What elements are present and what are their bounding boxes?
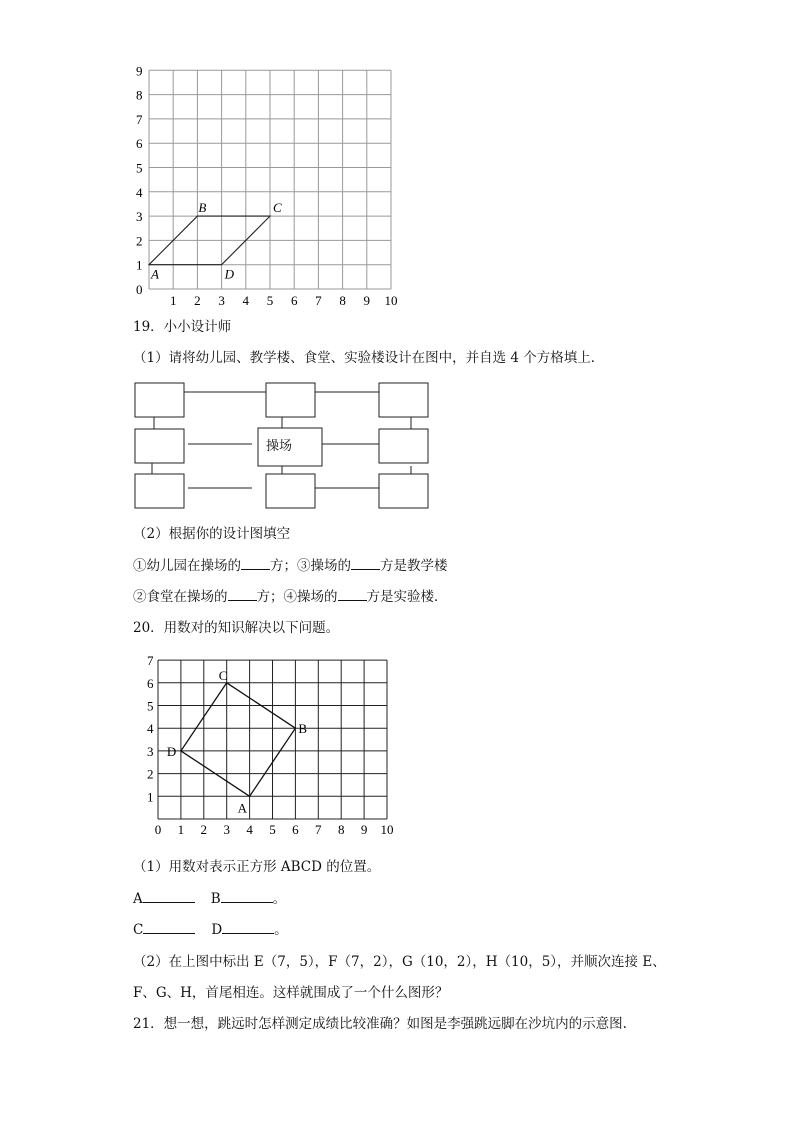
y-tick-label: 2 [136,233,143,249]
y-tick-label: 5 [147,698,154,714]
y-tick-label: 7 [147,653,154,669]
playground-label: 操场 [266,439,293,454]
q19-fill-line2: ②食堂在操场的 方；④操场的 方是实验楼． [133,589,448,605]
y-tick-label: 3 [147,743,154,759]
q20-answer-row2: C D 。 [133,922,288,938]
answer-blank-d[interactable] [222,920,274,934]
point-label-a: A [151,266,159,282]
answer-blank-c[interactable] [143,920,195,934]
x-tick-label: 8 [339,293,346,308]
x-tick-label: 2 [200,822,208,837]
x-tick-label: 1 [169,293,177,308]
x-tick-label: 1 [177,822,185,837]
graph2-coordinate-grid [140,652,410,837]
x-tick-label: 9 [363,293,371,308]
point-label-d: D [224,266,234,282]
design-box-top-middle[interactable] [266,383,315,417]
x-tick-label: 9 [360,822,368,837]
answer-blank-a[interactable] [143,889,195,903]
x-tick-label: 0 [136,282,143,297]
square-abcd [181,683,296,797]
campus-design-diagram [130,378,435,514]
y-tick-label: 5 [136,160,143,176]
answer-blank-4[interactable] [338,587,367,601]
y-tick-label: 9 [136,63,143,79]
y-tick-label: 2 [147,766,154,782]
x-tick-label: 3 [223,822,230,837]
x-tick-label: 5 [266,293,274,308]
q21-title: 21．想一想，跳远时怎样测定成绩比较准确？如图是李强跳远脚在沙坑内的示意图. [133,1016,627,1032]
design-box-top-left[interactable] [135,383,184,417]
x-tick-label: 4 [246,822,253,837]
y-tick-label: 1 [147,789,154,805]
point-label-b: B [298,721,308,737]
q19-title: 19．小小设计师 [133,319,232,335]
x-tick-label: 3 [218,293,225,308]
answer-blank-2[interactable] [228,587,257,601]
q19-fill-line1: ①幼儿园在操场的 方；③操场的 方是教学楼 [133,558,448,574]
x-tick-label: 0 [154,822,162,837]
x-tick-label: 10 [384,293,398,308]
y-tick-label: 8 [136,87,143,103]
y-tick-label: 1 [136,257,143,273]
x-tick-label: 6 [292,822,299,837]
design-box-bottom-right[interactable] [379,474,428,508]
graph1-coordinate-grid [125,60,405,310]
answer-blank-3[interactable] [351,556,380,570]
design-box-middle-right[interactable] [379,429,428,463]
x-tick-label: 8 [337,822,345,837]
y-tick-label: 6 [136,136,143,152]
q20-part2-line1: （2）在上图中标出 E（7，5），F（7，2），G（10，2），H（10，5），并顺次连接 E、 [133,954,666,970]
point-label-d: D [166,743,177,759]
y-tick-label: 4 [136,184,143,200]
q20-part2-line2: F、G、H，首尾相连。这样就围成了一个什么图形？ [133,985,449,1001]
q19-part1: （1）请将幼儿园、教学楼、食堂、实验楼设计在图中，并自选 4 个方格填上． [133,350,605,366]
q20-answer-row1: A B 。 [133,891,287,907]
x-tick-label: 2 [194,293,201,308]
x-tick-label: 7 [315,822,322,837]
y-tick-label: 7 [136,111,143,127]
x-tick-label: 7 [315,293,322,308]
point-label-b: B [198,200,207,216]
x-tick-label: 5 [269,822,276,837]
answer-blank-1[interactable] [241,556,270,570]
answer-blank-b[interactable] [221,889,273,903]
y-tick-label: 4 [147,721,154,737]
design-box-bottom-left[interactable] [135,474,184,508]
y-tick-label: 6 [147,675,154,691]
x-tick-label: 10 [380,822,394,837]
point-label-a: A [237,800,247,816]
q20-part1: （1）用数对表示正方形 ABCD 的位置。 [133,859,381,875]
design-box-bottom-middle[interactable] [266,474,315,508]
point-label-c: C [218,667,228,683]
q20-title: 20．用数对的知识解决以下问题。 [133,620,340,636]
y-tick-label: 3 [136,209,143,225]
q19-part2: （2）根据你的设计图填空 [133,526,291,542]
point-label-c: C [273,200,282,216]
x-tick-label: 6 [290,293,298,308]
design-box-middle-left[interactable] [135,429,184,463]
design-box-top-right[interactable] [379,383,428,417]
x-tick-label: 4 [242,293,250,308]
